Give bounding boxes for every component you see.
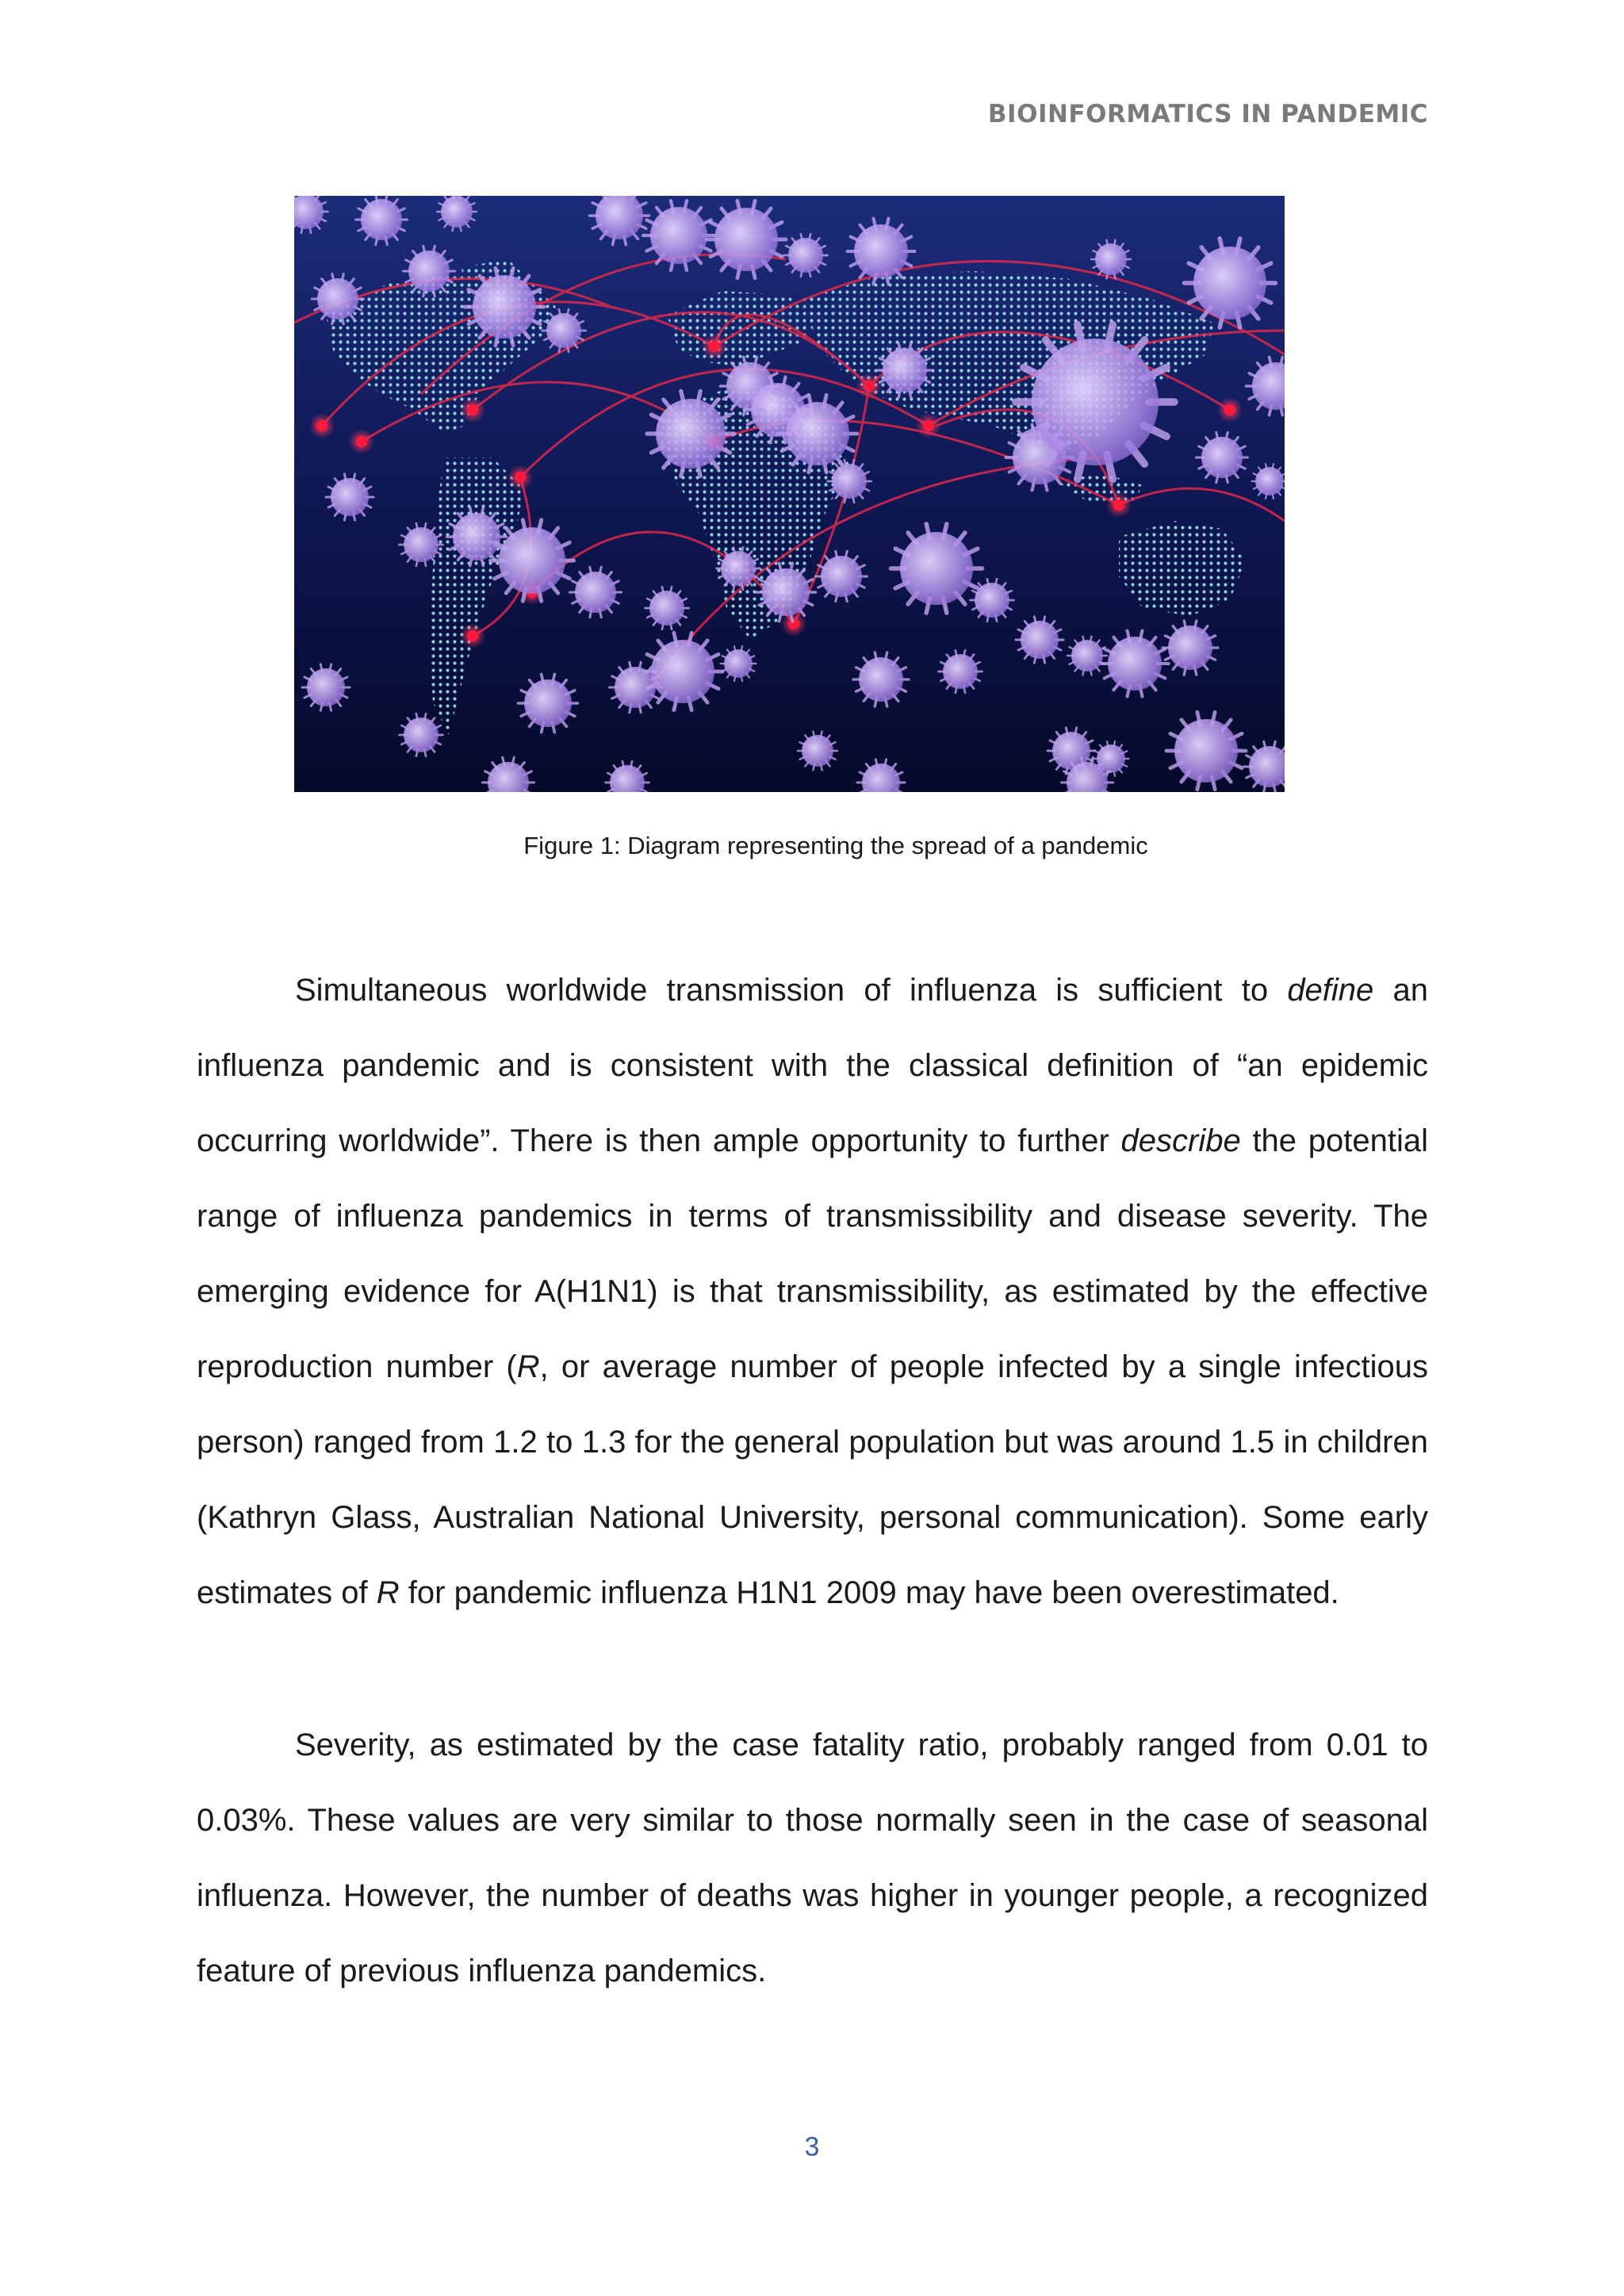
p1-seg-2: an influenza pandemic and is consistent with the classical definition of “an epidemic occurring worldwide”. There is then ample opportunity to further [197,973,1429,1158]
p1-seg-7-r: R [376,1575,400,1610]
p1-seg-1-define: define [1287,973,1374,1008]
outbreak-hub [709,341,720,352]
pandemic-spread-figure [294,196,1285,792]
outbreak-hub [316,420,327,431]
outbreak-hub [356,436,367,447]
figure-caption: Figure 1: Diagram representing the spread of a pandemic [523,832,1148,859]
page-number: 3 [804,2132,820,2162]
p1-seg-6: , or average number of people infected by a single infectious person) ranged from 1.2 to 1.3 for the general population but was around 1.5 in children (Kathryn Glass, Australian National University, personal communication). Some early estimates of [197,1349,1428,1610]
p1-seg-8: for pandemic influenza H1N1 2009 may have been overestimated. [399,1575,1339,1610]
outbreak-hub [467,404,478,415]
outbreak-hub [1224,404,1235,415]
outbreak-hub [864,381,875,392]
p2-seg-0: Severity, as estimated by the case fatality ratio, probably ranged from 0.01 to 0.03%. These values are very similar to those normally seen in the case of seasonal influenza. However, the number of deaths was higher in younger people, a recognized feature of previous influenza pandemics. [197,1728,1428,1988]
outbreak-hub [1113,499,1124,511]
outbreak-hub [788,618,799,629]
paragraph-transmission [197,953,1428,1631]
outbreak-hub [467,630,478,641]
p1-seg-0: Simultaneous worldwide transmission of influenza is sufficient to [295,973,1288,1008]
running-header: BIOINFORMATICS IN PANDEMIC [987,100,1428,128]
p1-seg-3-describe: describe [1120,1123,1241,1158]
p1-seg-5-r: R [516,1349,540,1384]
paragraph-severity [197,1708,1428,2009]
outbreak-hub [515,472,526,483]
outbreak-hub [923,420,934,431]
pandemic-map-illustration [294,196,1285,792]
p1-seg-4: the potential range of influenza pandemics in terms of transmissibility and disease severity. The emerging evidence for A(H1N1) is that transmissibility, as estimated by the effective reproduction number ( [197,1123,1428,1384]
